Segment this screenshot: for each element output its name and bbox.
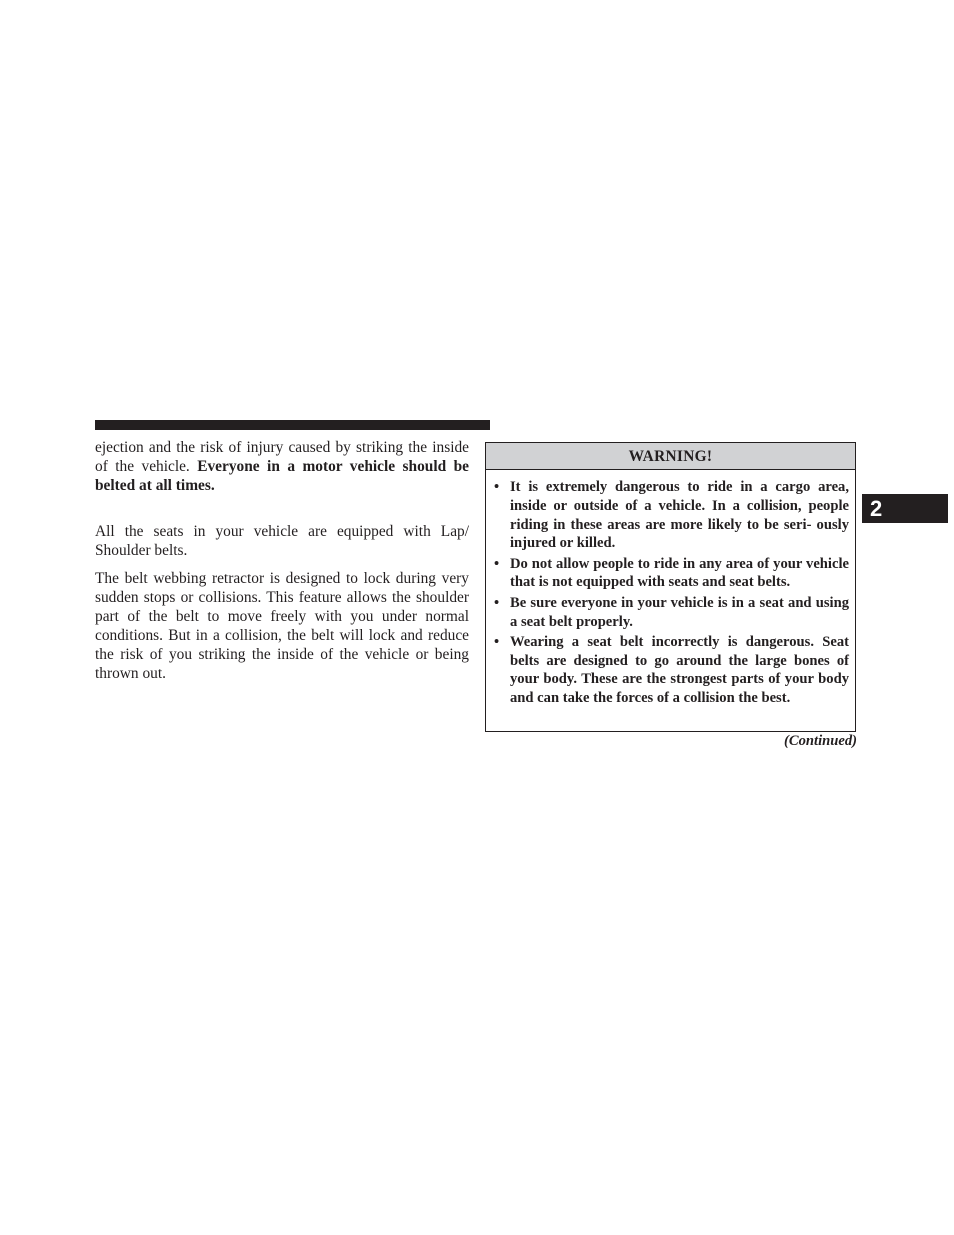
warning-item-text: It is extremely dangerous to ride in a cargo area, inside or outside of a vehicle. In a collision, people riding in these areas are more likely to be seri- ously injured or killed. bbox=[510, 479, 849, 552]
warning-item bbox=[494, 478, 849, 553]
paragraph-ejection-text: ejection and the risk of injury caused by striking the inside of the vehicle. bbox=[95, 439, 469, 475]
paragraph-ejection bbox=[95, 438, 469, 495]
warning-box bbox=[485, 442, 856, 732]
warning-item bbox=[494, 633, 849, 708]
warning-item bbox=[494, 594, 849, 632]
warning-title: WARNING! bbox=[486, 443, 855, 470]
warning-item-text: Do not allow people to ride in any area of your vehicle that is not equipped with seats and seat belts. bbox=[510, 555, 849, 591]
continued-label: (Continued) bbox=[784, 733, 857, 749]
paragraph-retractor: The belt webbing retractor is designed to lock during very sudden stops or collisions. This feature allows the shoulder part of the belt to move freely with you under normal conditions. But in a collision, the belt will lock and reduce the risk of you striking the inside of the vehicle or being thrown out. bbox=[95, 570, 469, 682]
warning-list bbox=[486, 470, 855, 708]
bullet-icon: • bbox=[494, 555, 500, 572]
bullet-icon: • bbox=[494, 479, 500, 495]
warning-item-text: Be sure everyone in your vehicle is in a seat and using a seat belt properly. bbox=[510, 594, 849, 630]
warning-item-text: Wearing a seat belt incorrectly is dangerous. Seat belts are designed to go around the large bones of your body. These are the strongest parts of your body and can take the forces of a collision the best. bbox=[510, 633, 849, 707]
paragraph-ejection-bold: Everyone in a motor vehicle should be belted at all times. bbox=[95, 458, 469, 494]
warning-item bbox=[494, 555, 849, 593]
bullet-icon: • bbox=[494, 633, 500, 650]
section-top-rule bbox=[95, 420, 490, 430]
chapter-tab: 2 bbox=[862, 494, 948, 523]
bullet-icon: • bbox=[494, 594, 500, 611]
body-text-column bbox=[95, 438, 469, 683]
paragraph-lap-shoulder: All the seats in your vehicle are equipped with Lap/ Shoulder belts. bbox=[95, 523, 469, 559]
